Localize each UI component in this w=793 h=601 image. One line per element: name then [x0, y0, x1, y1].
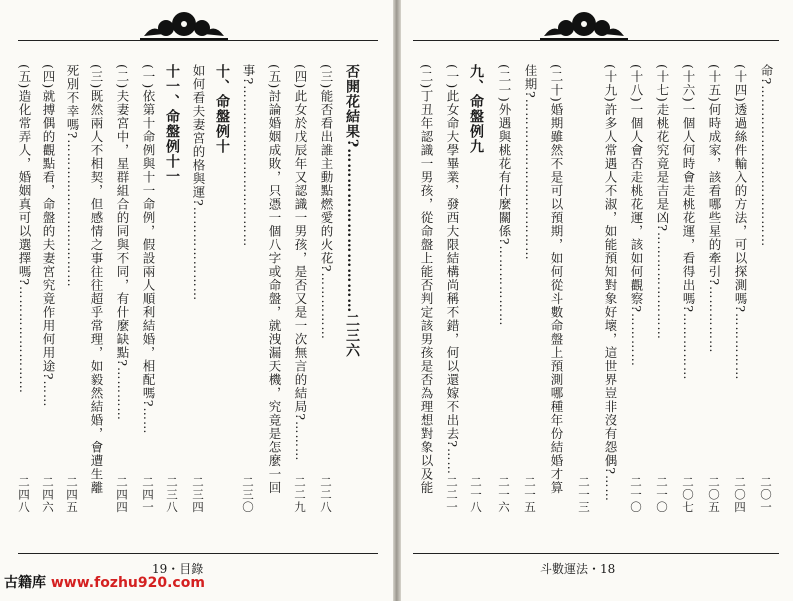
toc-entry: 佳期?……………………………… — [523, 64, 538, 261]
toc-entry: (十九)許多人常遇人不淑，如能預知對象好壞，這世界豈非沒有怨偶?…… — [603, 64, 618, 502]
toc-page-number: 二二八 — [319, 476, 333, 514]
toc-entry: (二)夫妻宮中，星群組合的同與不同，有什麼缺點?………… — [115, 64, 130, 421]
flower-ornament-icon — [540, 8, 628, 44]
toc-page-number: 二二九 — [293, 476, 307, 514]
toc-page-number: 二〇五 — [707, 476, 721, 514]
toc-page-number: 二一八 — [469, 476, 483, 514]
header-rule — [18, 40, 378, 41]
toc-entry: (二一)外遇與桃花有什麼關係?……………… — [497, 64, 512, 327]
toc-page-number: 二〇七 — [681, 476, 695, 514]
toc-entry: (十六)一個人何時會走桃花運，看得出嗎?…………… — [681, 64, 696, 381]
toc-entry: (十八)一個人會否走桃花運，該如何觀察?………… — [629, 64, 644, 367]
toc-page-number: 二四一 — [141, 476, 155, 514]
toc-page-number: 二四四 — [115, 476, 129, 514]
footer-rule — [413, 553, 779, 554]
toc-entry: (五)討論婚姻成敗，只憑一個八字或命盤，就洩漏天機，究竟是怎麼一回 — [267, 64, 282, 495]
toc-entry: (十四)透過絲件輸入的方法，可以探測嗎?…………… — [733, 64, 748, 381]
book-spine — [393, 0, 401, 601]
watermark-label: 古籍库 — [4, 575, 46, 591]
toc-page-number: 二一六 — [497, 476, 511, 514]
toc-entry: (一)依第十命例與十一命例，假設兩人順利結婚，相配嗎?…… — [141, 64, 156, 435]
toc-entry: (三)既然兩人不相契，但感情之事往往超乎常理，如毅然結婚，會遭生離 — [89, 64, 104, 495]
toc-page-number: 二一五 — [523, 476, 537, 514]
toc-page-number: 二四六 — [41, 476, 55, 514]
toc-entry: 死別不幸嗎?…………………………… — [65, 64, 80, 288]
toc-chapter-heading: 九、命盤例九 — [468, 64, 484, 154]
toc-page-number: 二〇一 — [759, 476, 773, 514]
toc-entry: (四)就搏偶的觀點看，命盤的夫妻宮究竟作用何用途?…… — [41, 64, 56, 408]
toc-page-number: 二二一 — [445, 476, 459, 514]
toc-entry: (四)此女於戊辰年又認識一男孩，是否又是一次無言的結局?……… — [293, 64, 308, 462]
watermark-url: www.fozhu920.com — [50, 575, 205, 591]
toc-page-number: 二〇四 — [733, 476, 747, 514]
toc-entry: 命?……………………………… — [759, 64, 774, 248]
toc-entry: 如何看夫妻宮的格與運?………………… — [191, 64, 206, 302]
toc-page-number: 二四八 — [17, 476, 31, 514]
toc-page-number: 二三四 — [191, 476, 205, 514]
toc-entry: (二)丁丑年認識一男孩，從命盤上能否判定該男孩是否為理想對象以及能 — [419, 64, 434, 495]
toc-entry: (十七)走桃花究竟是吉是凶?…………………… — [655, 64, 670, 340]
toc-page-number: 二一三 — [577, 476, 591, 514]
toc-page-number: 二三〇 — [241, 476, 255, 514]
toc-page-number: 二三八 — [165, 476, 179, 514]
toc-entry: 事?……………………………… — [241, 64, 256, 248]
site-watermark — [4, 572, 205, 592]
left-page-footer: 19・目錄 — [152, 562, 204, 576]
toc-entry: (二十)婚期雖然不是可以預期，如何從斗數命盤上預測哪種年份結婚才算 — [549, 64, 564, 495]
toc-chapter-heading: 十、命盤例十 — [214, 64, 230, 154]
toc-entry: (一)此女命大學畢業，發西大限結構尚稱不錯，何以還嫁不出去?…… — [445, 64, 460, 475]
footer-rule — [18, 553, 378, 554]
toc-page-number: 二一〇 — [655, 476, 669, 514]
toc-entry: 否開花結果?……………………………二三六 — [344, 64, 360, 359]
header-rule — [413, 40, 779, 41]
flower-ornament-icon — [140, 8, 228, 44]
toc-entry: (十五)何時成家，該看哪些星的牽引?…………… — [707, 64, 722, 354]
toc-entry: (三)能否看出誰主動點燃愛的火花?…………… — [319, 64, 334, 340]
toc-page-number: 二一〇 — [629, 476, 643, 514]
toc-chapter-heading: 十一、命盤例十一 — [164, 64, 180, 184]
toc-page-number: 二四五 — [65, 476, 79, 514]
right-page-footer: 斗數運法・18 — [540, 562, 616, 576]
toc-entry: (五)造化常弄人，婚姻真可以選擇嗎?…………………… — [17, 64, 32, 394]
